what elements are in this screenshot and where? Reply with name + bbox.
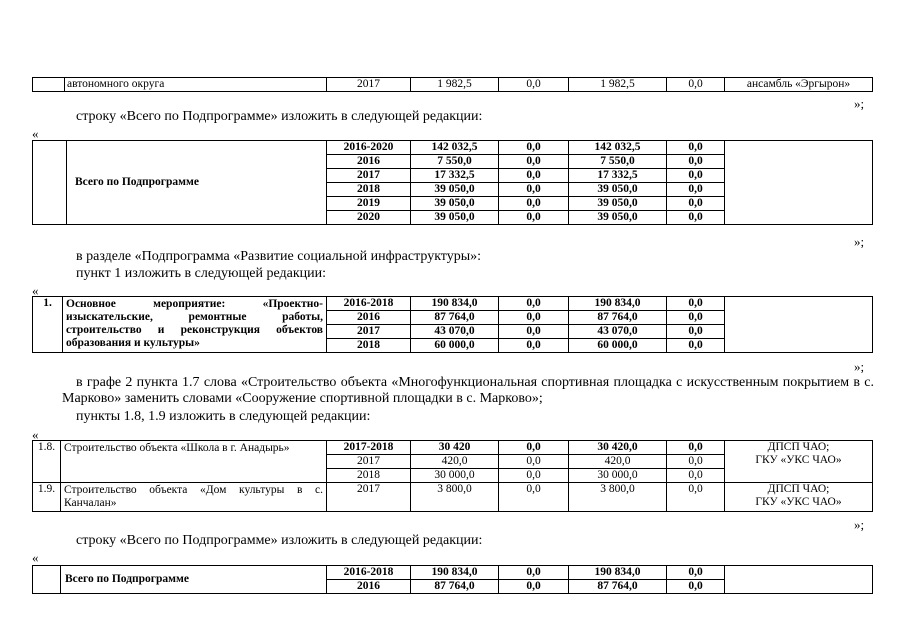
cell-label: Всего по Подпрограмме	[67, 141, 327, 225]
cell-responsible	[725, 566, 873, 594]
cell-num	[33, 566, 61, 594]
cell-v2: 87 764,0	[569, 580, 667, 594]
cell-responsible	[725, 141, 873, 225]
table-total-2016-2020	[32, 140, 873, 225]
cell-name: автономного округа	[65, 78, 327, 92]
cell-label: Строительство объекта «Дом культуры в с. Канчалан»	[61, 483, 327, 512]
cell-total: 39 050,0	[411, 197, 499, 211]
cell-v2: 420,0	[569, 455, 667, 469]
cell-year: 2017-2018	[327, 441, 411, 455]
cell-v2: 30 000,0	[569, 469, 667, 483]
cell-year: 2017	[327, 325, 411, 339]
paragraph-1: строку «Всего по Подпрограмме» изложить в следующей редакции:	[76, 109, 483, 124]
paragraph-4: в графе 2 пункта 1.7 слова «Строительство объекта «Многофункциональная спортивная площадка с искусственным покрытием в с. Марково» заменить словами «Сооружение спортивной площадки в с. Марково»;	[62, 375, 874, 406]
responsible-line: ДПСП ЧАО;	[767, 441, 830, 453]
cell-v2: 39 050,0	[569, 211, 667, 225]
quote-open: «	[32, 126, 39, 141]
cell-v3: 0,0	[667, 311, 725, 325]
cell-num: 1.	[33, 297, 63, 353]
cell-year: 2017	[327, 483, 411, 512]
cell-year: 2017	[327, 78, 411, 92]
cell-v2: 3 800,0	[569, 483, 667, 512]
cell-total: 1 982,5	[411, 78, 499, 92]
cell-year: 2016-2018	[327, 297, 411, 311]
cell-v3: 0,0	[667, 483, 725, 512]
cell-v2: 142 032,5	[569, 141, 667, 155]
cell-year: 2016	[327, 311, 411, 325]
cell-v1: 0,0	[499, 169, 569, 183]
cell-v2: 30 420,0	[569, 441, 667, 455]
cell-total: 7 550,0	[411, 155, 499, 169]
cell-v1: 0,0	[499, 183, 569, 197]
cell-v2: 60 000,0	[569, 339, 667, 353]
cell-v2: 7 550,0	[569, 155, 667, 169]
paragraph-3: пункт 1 изложить в следующей редакции:	[76, 266, 326, 281]
cell-year: 2017	[327, 455, 411, 469]
table-top-row	[32, 77, 873, 92]
cell-year: 2020	[327, 211, 411, 225]
quote-close: »;	[854, 96, 865, 111]
cell-responsible	[725, 297, 873, 353]
cell-v1: 0,0	[499, 311, 569, 325]
cell-total: 43 070,0	[411, 325, 499, 339]
cell-v2: 1 982,5	[569, 78, 667, 92]
cell-v2: 190 834,0	[569, 566, 667, 580]
cell-responsible	[725, 441, 873, 483]
cell-v3: 0,0	[667, 183, 725, 197]
paragraph-2: в разделе «Подпрограмма «Развитие социальной инфраструктуры»:	[76, 249, 482, 264]
cell-label: Основное мероприятие: «Проектно-изыскательские, ремонтные работы, строительство и реконструкция объектов образования и культуры»	[63, 297, 327, 353]
cell-total: 39 050,0	[411, 211, 499, 225]
quote-close: »;	[854, 517, 865, 532]
cell-v3: 0,0	[667, 197, 725, 211]
cell-v3: 0,0	[667, 455, 725, 469]
cell-v3: 0,0	[667, 339, 725, 353]
cell-v2: 87 764,0	[569, 311, 667, 325]
cell-v3: 0,0	[667, 469, 725, 483]
cell-total: 142 032,5	[411, 141, 499, 155]
cell-v1: 0,0	[499, 297, 569, 311]
quote-open: «	[32, 550, 39, 565]
cell-v1: 0,0	[499, 325, 569, 339]
cell-v1: 0,0	[499, 155, 569, 169]
cell-v3: 0,0	[667, 211, 725, 225]
cell-v2: 39 050,0	[569, 183, 667, 197]
cell-v3: 0,0	[667, 155, 725, 169]
responsible-line: ГКУ «УКС ЧАО»	[755, 454, 842, 466]
cell-v1: 0,0	[499, 339, 569, 353]
cell-num	[33, 141, 67, 225]
table-total-2016-2018	[32, 565, 873, 594]
table-row	[33, 483, 873, 512]
cell-label: Всего по Подпрограмме	[61, 566, 327, 594]
table-row	[33, 566, 873, 580]
cell-v1: 0,0	[499, 455, 569, 469]
cell-v3: 0,0	[667, 78, 725, 92]
cell-v1: 0,0	[499, 566, 569, 580]
cell-year: 2019	[327, 197, 411, 211]
cell-total: 87 764,0	[411, 311, 499, 325]
cell-label: Строительство объекта «Школа в г. Анадырь»	[61, 441, 327, 483]
cell-num: 1.9.	[33, 483, 61, 512]
paragraph-6: строку «Всего по Подпрограмме» изложить в следующей редакции:	[76, 533, 483, 548]
cell-v2: 39 050,0	[569, 197, 667, 211]
cell-num: 1.8.	[33, 441, 61, 483]
cell-year: 2018	[327, 339, 411, 353]
quote-open: «	[32, 283, 39, 298]
cell-responsible: ансамбль «Эргырон»	[725, 78, 873, 92]
cell-total: 30 420	[411, 441, 499, 455]
cell-v2: 190 834,0	[569, 297, 667, 311]
cell-v2: 17 332,5	[569, 169, 667, 183]
table-row	[33, 78, 873, 92]
cell-v3: 0,0	[667, 169, 725, 183]
cell-v3: 0,0	[667, 297, 725, 311]
table-row	[33, 441, 873, 455]
cell-total: 3 800,0	[411, 483, 499, 512]
cell-v3: 0,0	[667, 141, 725, 155]
table-row	[33, 141, 873, 155]
quote-open: «	[32, 427, 39, 442]
cell-v1: 0,0	[499, 580, 569, 594]
cell-v1: 0,0	[499, 469, 569, 483]
table-row	[33, 297, 873, 311]
cell-total: 17 332,5	[411, 169, 499, 183]
cell-year: 2018	[327, 469, 411, 483]
cell-total: 420,0	[411, 455, 499, 469]
cell-responsible	[725, 483, 873, 512]
responsible-line: ГКУ «УКС ЧАО»	[755, 496, 842, 508]
table-items-1-8-1-9	[32, 440, 873, 512]
cell-total: 190 834,0	[411, 566, 499, 580]
cell-v3: 0,0	[667, 441, 725, 455]
paragraph-5: пункты 1.8, 1.9 изложить в следующей редакции:	[76, 409, 371, 424]
cell-v3: 0,0	[667, 580, 725, 594]
cell-total: 60 000,0	[411, 339, 499, 353]
cell-v3: 0,0	[667, 566, 725, 580]
cell-total: 30 000,0	[411, 469, 499, 483]
cell-v1: 0,0	[499, 78, 569, 92]
cell-year: 2016	[327, 155, 411, 169]
table-item-1	[32, 296, 873, 353]
cell-num	[33, 78, 65, 92]
quote-close: »;	[854, 359, 865, 374]
cell-v1: 0,0	[499, 441, 569, 455]
cell-year: 2017	[327, 169, 411, 183]
cell-total: 87 764,0	[411, 580, 499, 594]
cell-v1: 0,0	[499, 211, 569, 225]
cell-total: 39 050,0	[411, 183, 499, 197]
cell-v1: 0,0	[499, 197, 569, 211]
cell-v1: 0,0	[499, 483, 569, 512]
cell-year: 2016-2020	[327, 141, 411, 155]
responsible-line: ДПСП ЧАО;	[767, 483, 830, 495]
cell-total: 190 834,0	[411, 297, 499, 311]
cell-year: 2016-2018	[327, 566, 411, 580]
cell-v3: 0,0	[667, 325, 725, 339]
quote-close: »;	[854, 234, 865, 249]
cell-v2: 43 070,0	[569, 325, 667, 339]
cell-year: 2016	[327, 580, 411, 594]
cell-v1: 0,0	[499, 141, 569, 155]
cell-year: 2018	[327, 183, 411, 197]
